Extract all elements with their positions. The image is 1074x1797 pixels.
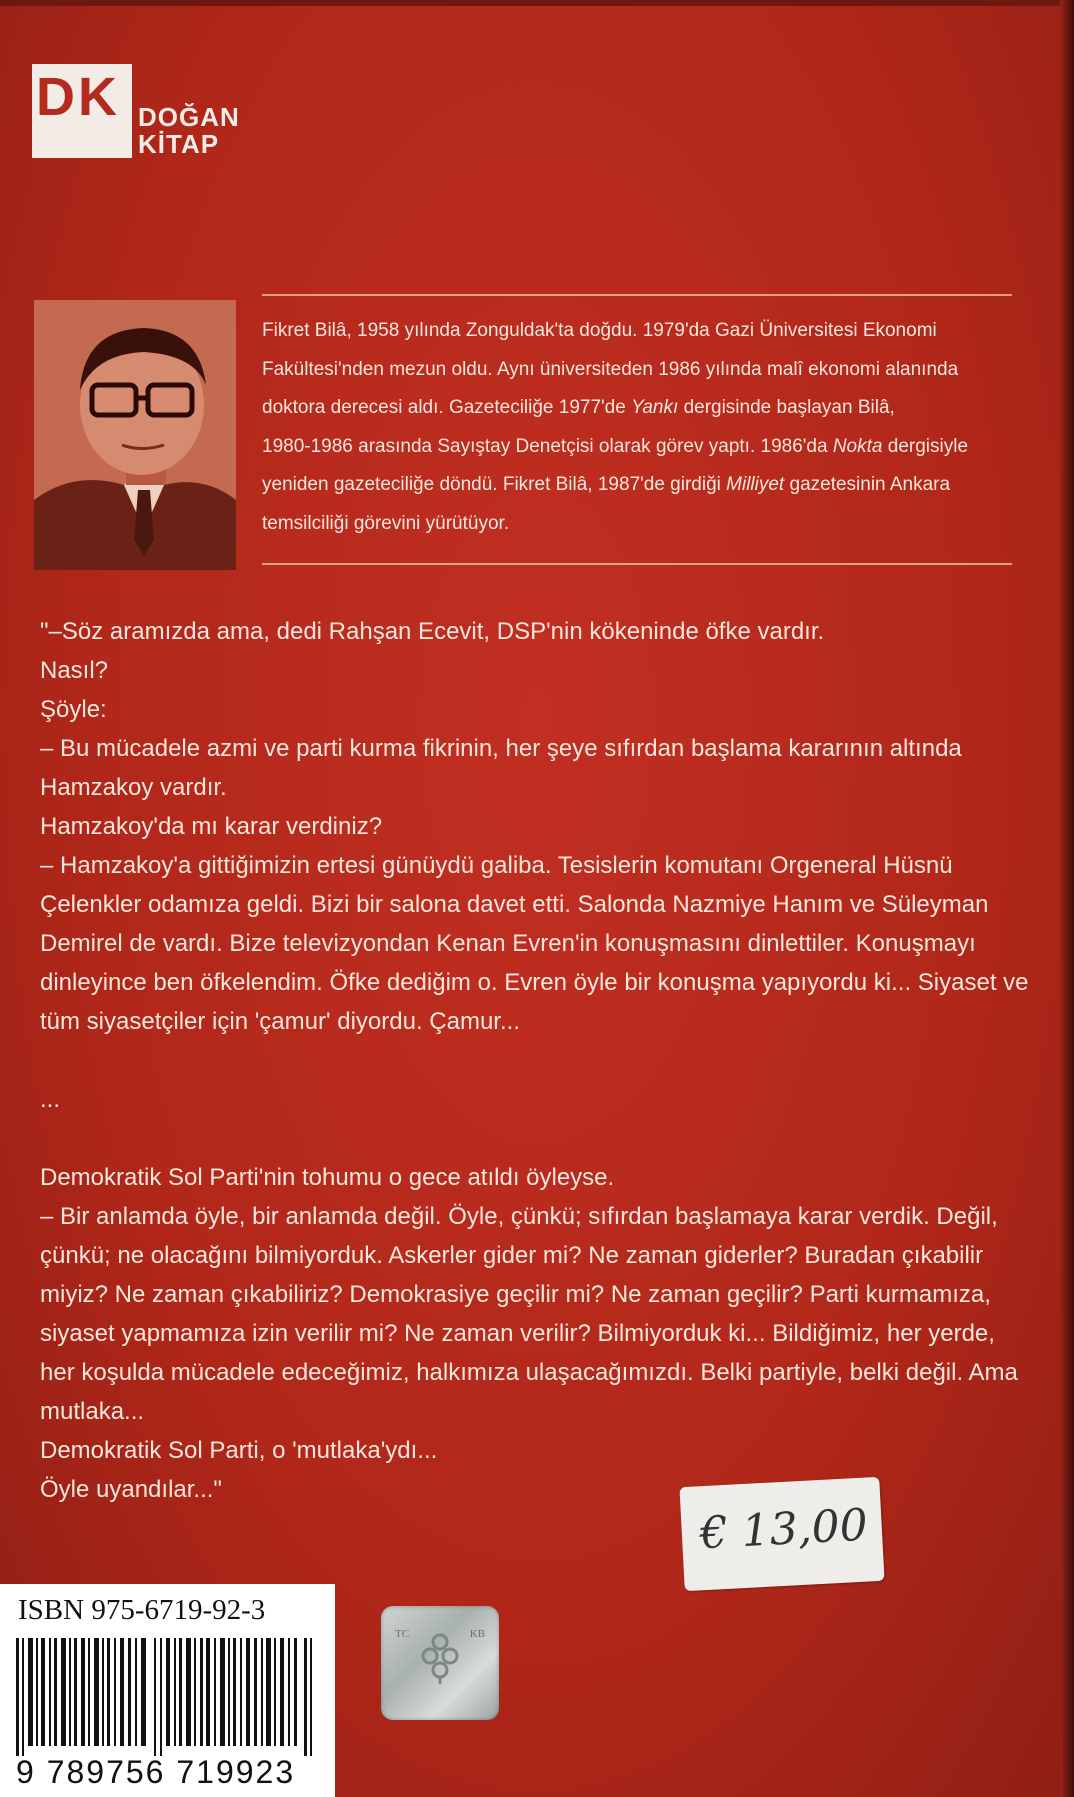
bio-line: Fikret Bilâ, 1958 yılında Zonguldak'ta doğdu. 1979'da Gazi Üniversitesi Ekonomi bbox=[262, 320, 937, 341]
bio-line bbox=[262, 428, 1012, 467]
logo-letter-k: K bbox=[78, 67, 117, 127]
excerpt-line: her koşulda mücadele edeceğimiz, halkımıza ulaşacağımızdı. Belki partiyle, belki değil. Ama bbox=[40, 1359, 1018, 1386]
isbn-label: ISBN 975-6719-92-3 bbox=[18, 1594, 266, 1626]
bio-line bbox=[262, 389, 1012, 428]
publisher-name-line1: DOĞAN bbox=[138, 102, 240, 132]
bio-text: gazetesinin Ankara bbox=[789, 474, 951, 495]
bio-bottom-rule bbox=[262, 563, 1012, 565]
bio-text: dergisiyle bbox=[887, 435, 969, 457]
bio-top-rule bbox=[262, 294, 1012, 296]
excerpt-line: mutlaka... bbox=[40, 1398, 145, 1425]
bio-line: Fakültesi'nden mezun oldu. Aynı üniversiteden 1986 yılında malî ekonomi alanında bbox=[262, 358, 959, 380]
excerpt-line: dinleyince ben öfkelendim. Öfke dediğim o. Evren öyle bir konuşma yapıyordu ki... Siyaset ve bbox=[40, 969, 1029, 996]
book-excerpt bbox=[40, 612, 1030, 1509]
cover-spine-edge bbox=[1060, 0, 1074, 1797]
author-portrait-illustration bbox=[34, 300, 236, 570]
price-sticker bbox=[679, 1477, 884, 1591]
publisher-name bbox=[138, 104, 240, 158]
excerpt-line: – Bu mücadele azmi ve parti kurma fikrinin, her şeye sıfırdan başlama kararının altında bbox=[40, 735, 962, 762]
publisher-name-line2: KİTAP bbox=[138, 129, 220, 159]
excerpt-line: Nasıl? bbox=[40, 657, 109, 684]
bio-text: 1980-1986 arasında Sayıştay Denetçisi olarak görev yaptı. 1986'da bbox=[262, 435, 828, 457]
publisher-logo bbox=[32, 64, 262, 164]
excerpt-line: miyiz? Ne zaman çıkabiliriz? Demokrasiye geçilir mi? Ne zaman geçilir? Parti kurmamıza, bbox=[40, 1281, 991, 1308]
excerpt-line: Çelenkler odamıza geldi. Bizi bir salona davet etti. Salonda Nazmiye Hanım ve Süleyman bbox=[40, 891, 989, 918]
excerpt-line: Hamzakoy'da mı karar verdiniz? bbox=[40, 813, 383, 840]
excerpt-line: Şöyle: bbox=[40, 696, 107, 723]
hologram-right-text: KB bbox=[469, 1628, 485, 1640]
cover-top-edge bbox=[0, 0, 1074, 6]
bio-italic-yanki: Yankı bbox=[631, 397, 679, 418]
emblem-icon bbox=[418, 1630, 462, 1686]
barcode-digits: 9 789756 719923 bbox=[16, 1754, 296, 1790]
bio-text: doktora derecesi aldı. Gazeteciliğe 1977'de bbox=[262, 397, 626, 418]
excerpt-line: Demirel de vardı. Bize televizyondan Kenan Evren'in konuşmasını dinlettiler. Konuşmayı bbox=[40, 930, 976, 957]
excerpt-ellipsis: ... bbox=[40, 1086, 61, 1113]
author-photo bbox=[34, 300, 236, 570]
excerpt-line: Hamzakoy vardır. bbox=[40, 774, 227, 801]
logo-letter-d: D bbox=[36, 67, 75, 127]
excerpt-line: Demokratik Sol Parti'nin tohumu o gece atıldı öyleyse. bbox=[40, 1164, 615, 1191]
excerpt-line: siyaset yapmamıza izin verilir mi? Ne zaman verilir? Bilmiyorduk ki... Bildiğimiz, her yerde, bbox=[40, 1320, 995, 1347]
bio-text: yeniden gazeteciliğe döndü. Fikret Bilâ, 1987'de girdiği bbox=[262, 474, 721, 495]
bio-italic-milliyet: Milliyet bbox=[726, 474, 785, 495]
barcode-icon bbox=[14, 1638, 319, 1756]
hologram-left-text: TC bbox=[395, 1628, 410, 1640]
dk-logo-mark bbox=[32, 64, 132, 158]
excerpt-line: Demokratik Sol Parti, o 'mutlaka'ydı... bbox=[40, 1437, 438, 1464]
security-hologram bbox=[381, 1606, 499, 1720]
bio-italic-nokta: Nokta bbox=[832, 435, 883, 457]
excerpt-line: "–Söz aramızda ama, dedi Rahşan Ecevit, DSP'nin kökeninde öfke vardır. bbox=[40, 618, 825, 645]
excerpt-line: tüm siyasetçiler için 'çamur' diyordu. Çamur... bbox=[40, 1008, 520, 1035]
author-bio bbox=[262, 312, 1012, 543]
bio-line bbox=[262, 466, 1012, 505]
excerpt-line: Öyle uyandılar..." bbox=[40, 1476, 222, 1503]
bio-text: dergisinde başlayan Bilâ, bbox=[683, 397, 895, 418]
excerpt-line: – Hamzakoy'a gittiğimizin ertesi günüydü galiba. Tesislerin komutanı Orgeneral Hüsnü bbox=[40, 852, 953, 879]
isbn-barcode-box bbox=[0, 1584, 335, 1797]
price-text: € 13,00 bbox=[698, 1499, 869, 1560]
excerpt-line: çünkü; ne olacağını bilmiyorduk. Askerler gider mi? Ne zaman giderler? Buradan çıkabilir bbox=[40, 1242, 984, 1269]
bio-line: temsilciliği görevini yürütüyor. bbox=[262, 512, 510, 534]
excerpt-line: – Bir anlamda öyle, bir anlamda değil. Öyle, çünkü; sıfırdan başlamaya karar verdik. Değil, bbox=[40, 1203, 998, 1230]
